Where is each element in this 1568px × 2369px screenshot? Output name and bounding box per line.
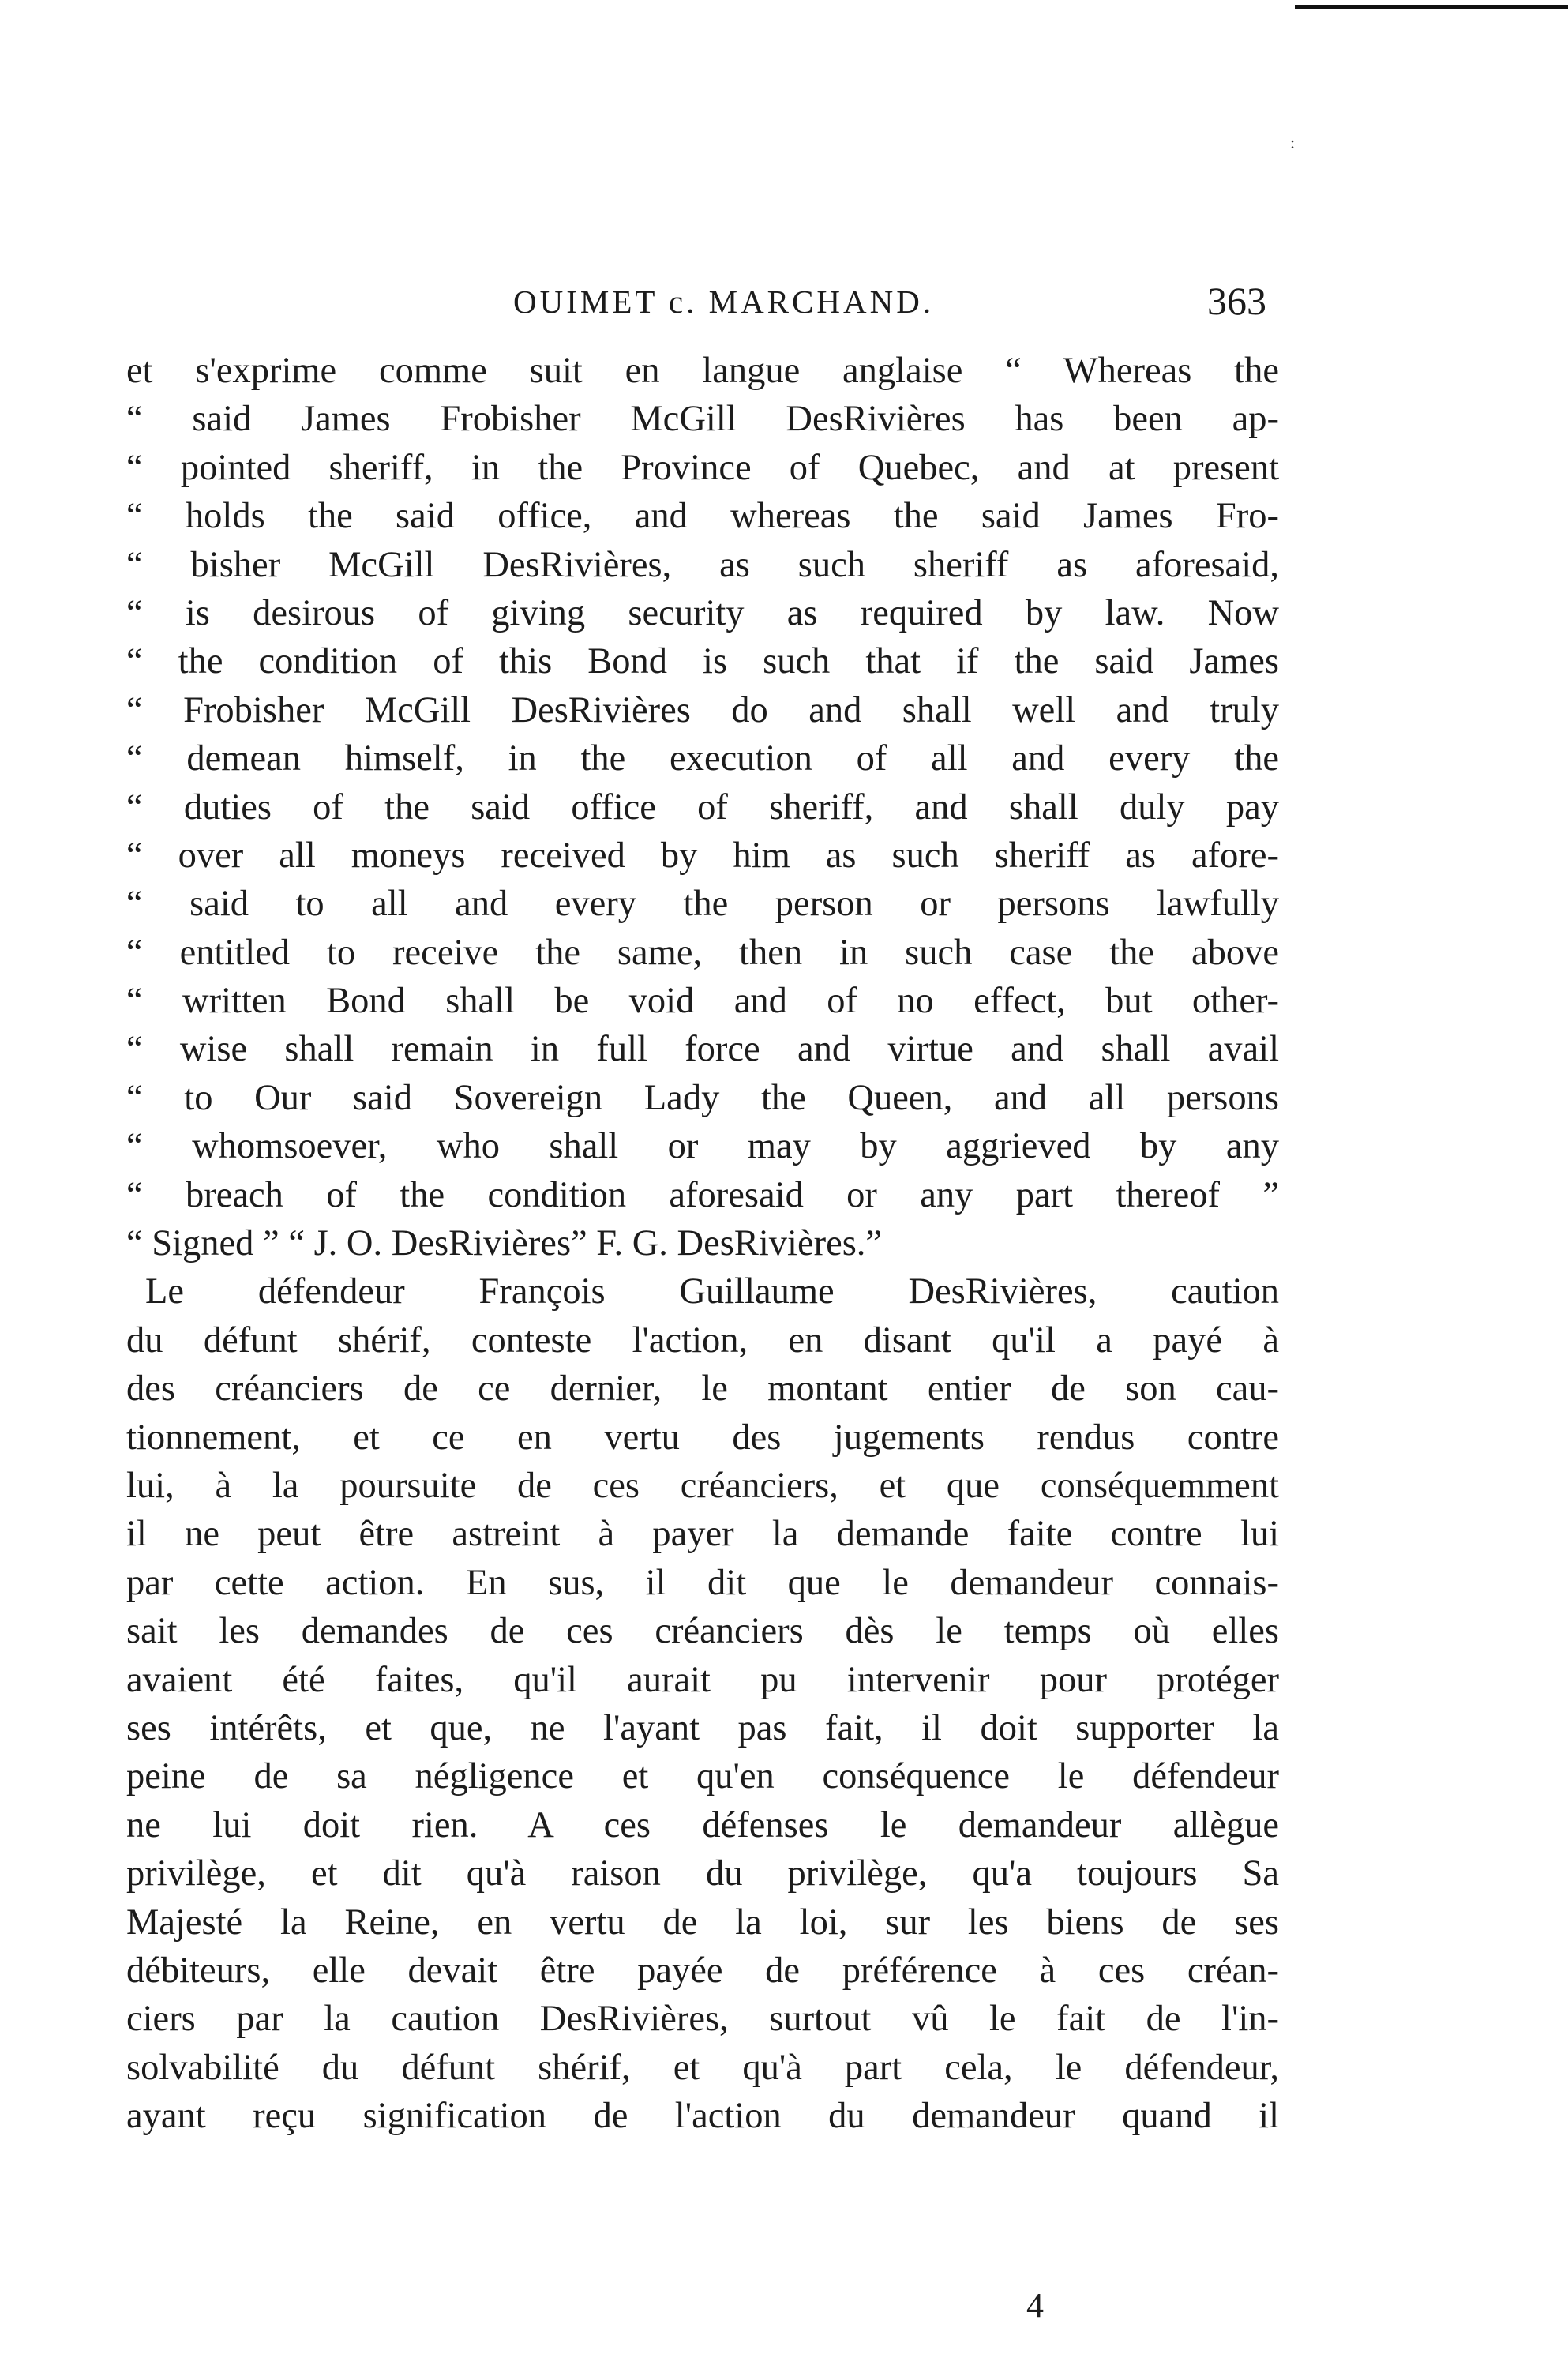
running-head: OUIMET c. MARCHAND. <box>513 283 935 320</box>
page-number: 363 <box>1207 279 1266 323</box>
text-line: “ duties of the said office of sheriff, and shall duly pay <box>126 787 1279 828</box>
text-line: ayant reçu signification de l'action du demandeur quand il <box>126 2096 1279 2137</box>
text-line: privilège, et dit qu'à raison du privilège, qu'a toujours Sa <box>126 1853 1279 1894</box>
text-line: “ Signed ” “ J. O. DesRivières” F. G. DesRivières.” <box>126 1223 883 1264</box>
page-header <box>134 279 1279 330</box>
text-line: “ demean himself, in the execution of all and every the <box>126 738 1279 779</box>
text-line: ciers par la caution DesRivières, surtout vû le fait de l'in- <box>126 1999 1279 2040</box>
text-line: “ bisher McGill DesRivières, as such sheriff as aforesaid, <box>126 544 1279 585</box>
text-line: “ to Our said Sovereign Lady the Queen, and all persons <box>126 1077 1279 1118</box>
text-line: sait les demandes de ces créanciers dès le temps où elles <box>126 1611 1279 1652</box>
text-line: “ breach of the condition aforesaid or any part thereof ” <box>126 1174 1279 1215</box>
text-line: des créanciers de ce dernier, le montant entier de son cau- <box>126 1368 1279 1410</box>
page-speck: : <box>1290 133 1296 152</box>
text-line: avaient été faites, qu'il aurait pu intervenir pour protéger <box>126 1659 1279 1700</box>
text-line: ne lui doit rien. A ces défenses le demandeur allègue <box>126 1804 1279 1845</box>
text-line: “ entitled to receive the same, then in such case the above <box>126 932 1279 973</box>
text-line: “ whomsoever, who shall or may by aggrieved by any <box>126 1126 1279 1167</box>
text-line: du défunt shérif, conteste l'action, en disant qu'il a payé à <box>126 1320 1279 1361</box>
top-rule <box>1295 5 1568 9</box>
text-line: et s'exprime comme suit en langue anglaise “ Whereas the <box>126 351 1279 391</box>
text-line: “ wise shall remain in full force and virtue and shall avail <box>126 1029 1279 1070</box>
text-line: tionnement, et ce en vertu des jugements rendus contre <box>126 1417 1279 1458</box>
text-line: “ said James Frobisher McGill DesRivières has been ap- <box>126 399 1279 440</box>
text-line: par cette action. En sus, il dit que le demandeur connais- <box>126 1562 1279 1603</box>
text-line: débiteurs, elle devait être payée de préférence à ces créan- <box>126 1950 1279 1991</box>
text-line: “ pointed sheriff, in the Province of Quebec, and at present <box>126 447 1279 488</box>
signature-mark: 4 <box>1026 2286 1044 2325</box>
text-line: “ the condition of this Bond is such that if the said James <box>126 641 1279 682</box>
text-line: “ is desirous of giving security as required by law. Now <box>126 592 1279 633</box>
body-text <box>126 347 1279 2140</box>
text-line: “ Frobisher McGill DesRivières do and shall well and truly <box>126 689 1279 730</box>
text-line: peine de sa négligence et qu'en conséquence le défendeur <box>126 1756 1279 1797</box>
text-line: “ over all moneys received by him as such sheriff as afore- <box>126 835 1279 876</box>
text-line: Le défendeur François Guillaume DesRivières, caution <box>145 1271 1279 1312</box>
text-line: “ written Bond shall be void and of no effect, but other- <box>126 981 1279 1022</box>
text-line: solvabilité du défunt shérif, et qu'à part cela, le défendeur, <box>126 2047 1279 2088</box>
text-line: lui, à la poursuite de ces créanciers, et que conséquemment <box>126 1465 1279 1506</box>
text-line: il ne peut être astreint à payer la demande faite contre lui <box>126 1514 1279 1555</box>
text-line: Majesté la Reine, en vertu de la loi, sur les biens de ses <box>126 1902 1279 1943</box>
text-line: ses intérêts, et que, ne l'ayant pas fait, il doit supporter la <box>126 1707 1279 1748</box>
text-line: “ holds the said office, and whereas the said James Fro- <box>126 496 1279 537</box>
text-line: “ said to all and every the person or persons lawfully <box>126 884 1279 925</box>
